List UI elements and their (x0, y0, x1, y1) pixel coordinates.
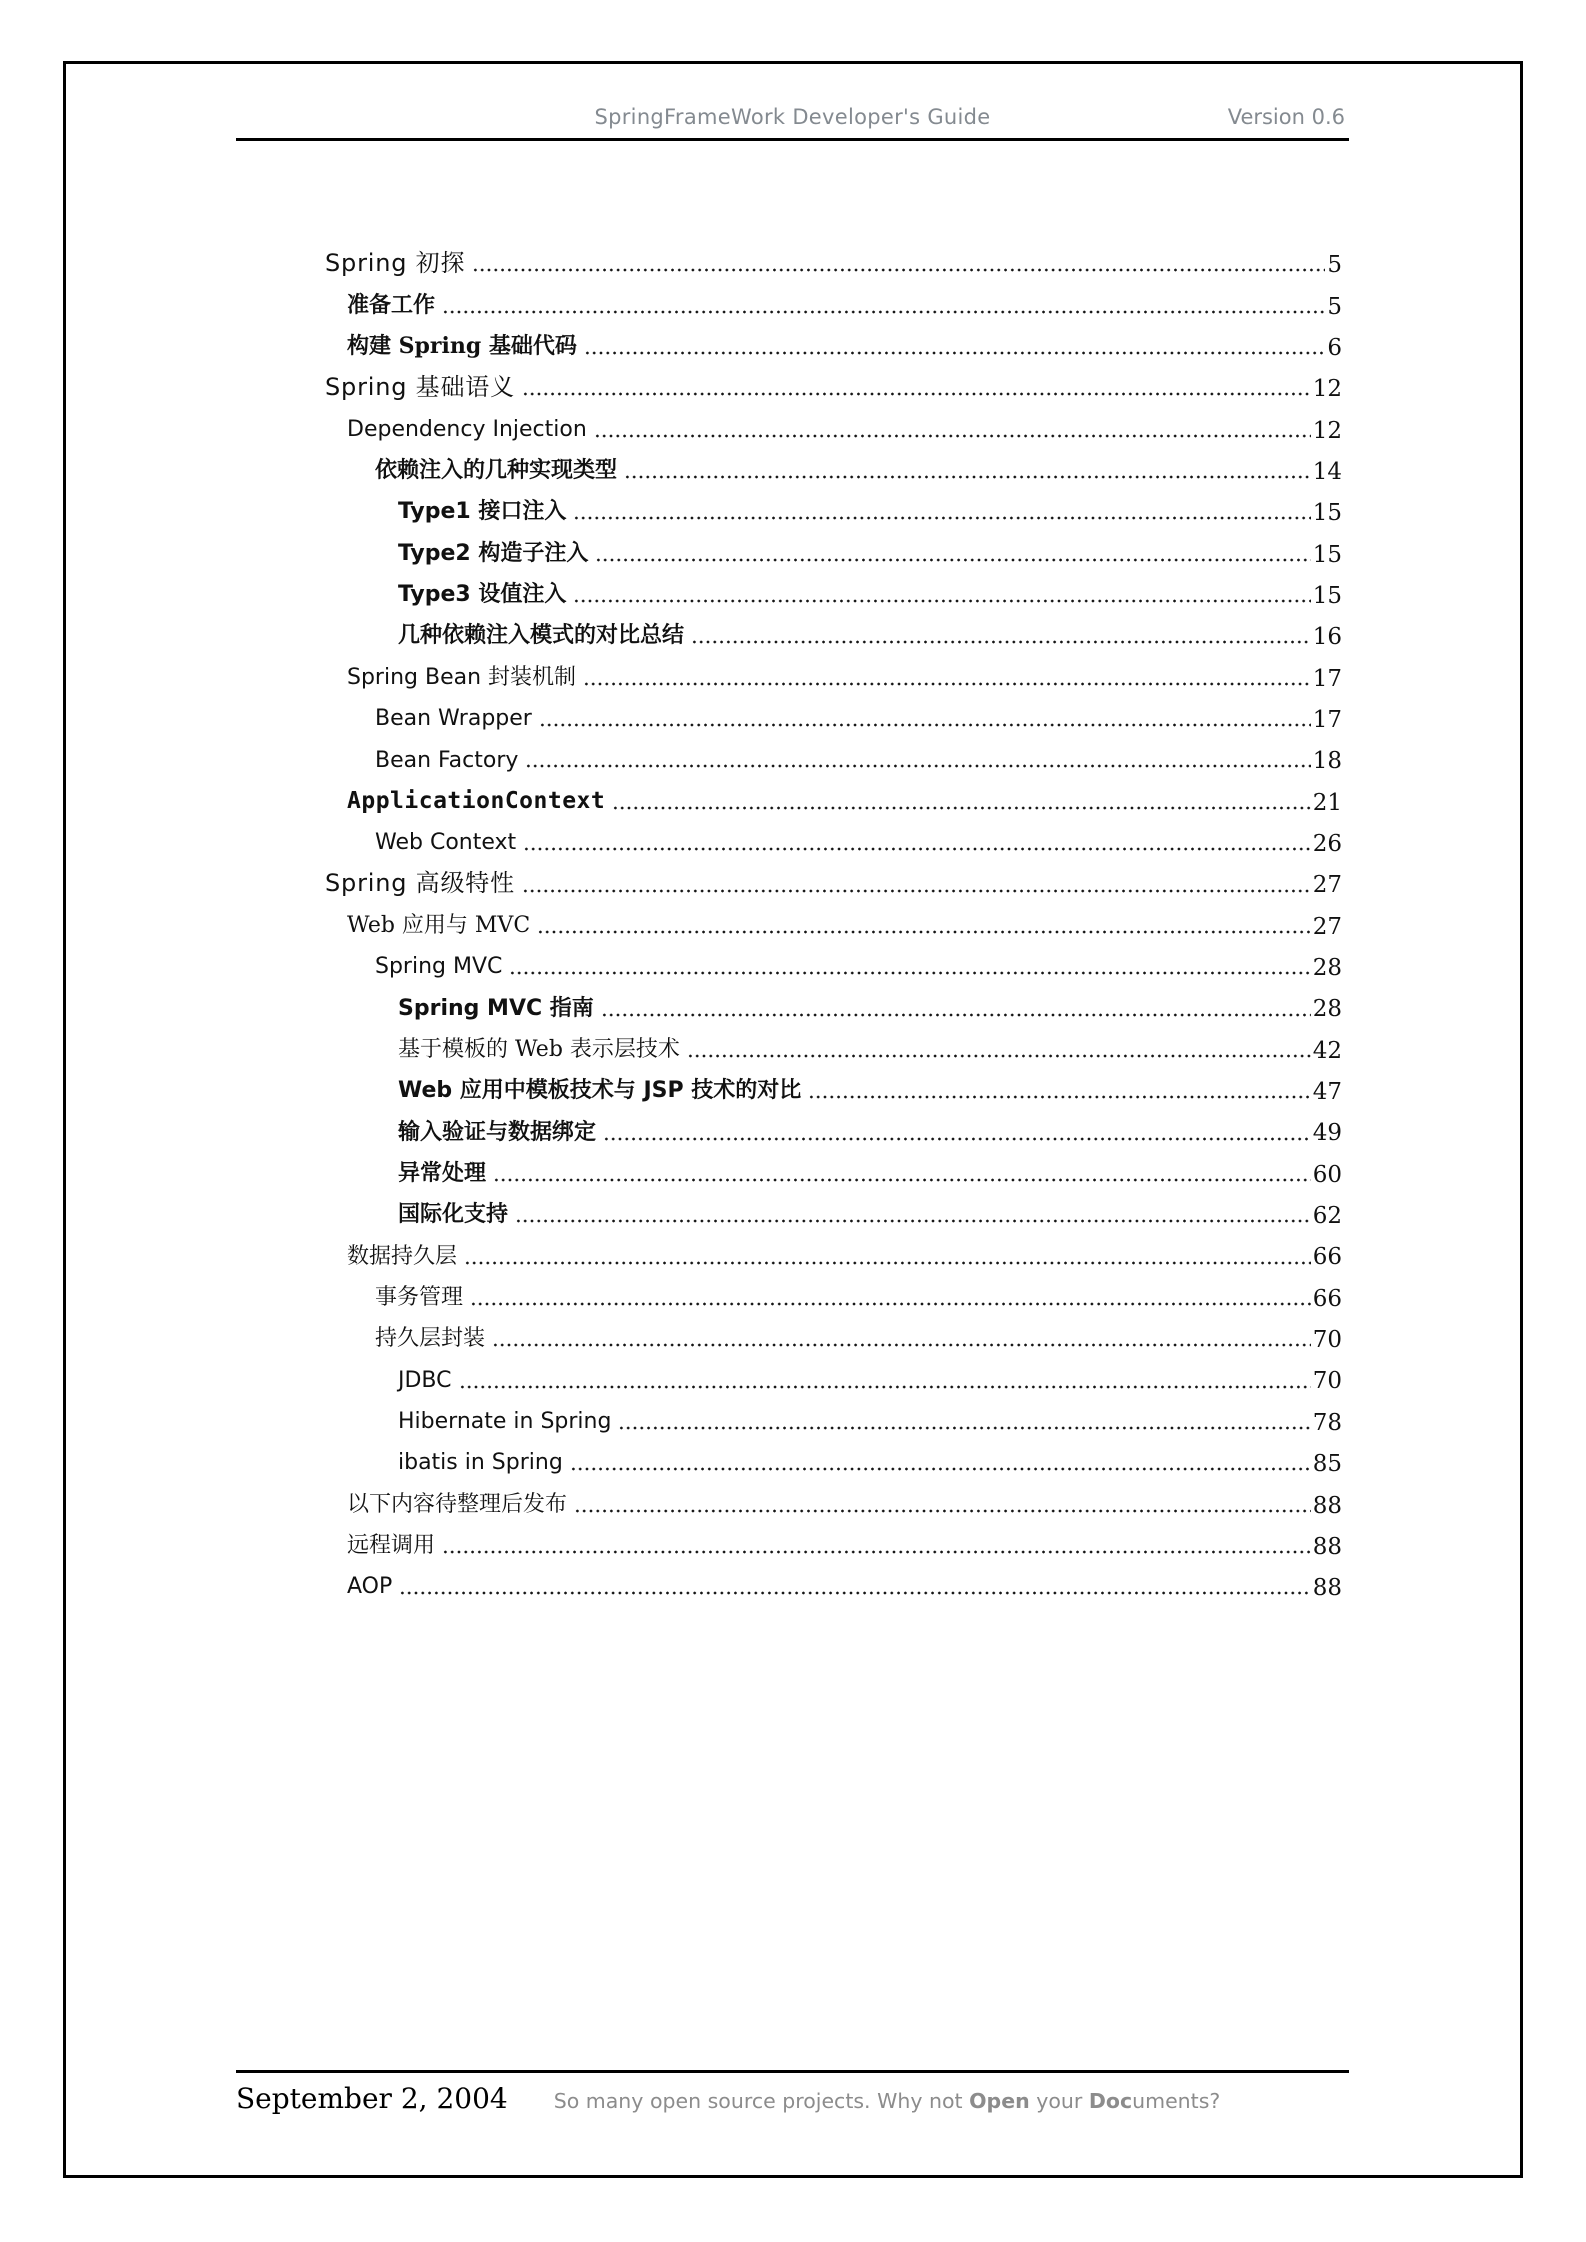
dot-leader (570, 1467, 1311, 1471)
toc-entry-page-number: 60 (1312, 1161, 1342, 1188)
dot-leader (691, 640, 1311, 644)
tagline-bold-segment: Doc (1088, 2089, 1133, 2113)
toc-entry-label: 准备工作 (347, 291, 436, 318)
toc-entry-page-number: 16 (1312, 624, 1342, 651)
toc-entry[interactable] (236, 1438, 1342, 1479)
toc-entry-label: 远程调用 (347, 1533, 436, 1559)
toc-entry[interactable] (236, 611, 1342, 652)
toc-entry-page-number: 17 (1312, 706, 1342, 733)
toc-entry-page-number: 28 (1312, 955, 1342, 982)
toc-entry-page-number: 14 (1312, 458, 1342, 485)
toc-entry[interactable] (236, 859, 1342, 900)
dot-leader (601, 1013, 1311, 1017)
toc-entry-page-number: 47 (1312, 1079, 1342, 1106)
toc-entry-label: Spring Bean 封装机制 (347, 664, 577, 690)
toc-entry[interactable] (236, 528, 1342, 569)
toc-entry-label: 几种依赖注入模式的对比总结 (398, 623, 685, 649)
toc-entry-label: 输入验证与数据绑定 (398, 1119, 597, 1145)
tagline-segment: uments? (1132, 2089, 1221, 2113)
dot-leader (595, 558, 1310, 562)
toc-entry-label: 国际化支持 (398, 1202, 509, 1228)
toc-entry-label: Type2 构造子注入 (398, 540, 589, 566)
dot-leader (573, 599, 1310, 603)
tagline-bold-segment: Open (969, 2089, 1030, 2113)
dot-leader (492, 1343, 1311, 1347)
toc-entry-label: 构建 Spring 基础代码 (347, 333, 577, 360)
toc-entry[interactable] (236, 1066, 1342, 1107)
toc-entry-page-number: 49 (1312, 1120, 1342, 1147)
dot-leader (470, 1302, 1311, 1306)
dot-leader (522, 392, 1311, 396)
dot-leader (459, 1385, 1311, 1389)
dot-leader (594, 434, 1311, 438)
toc-entry[interactable] (236, 1149, 1342, 1190)
toc-entry-page-number: 28 (1312, 996, 1342, 1023)
toc-entry[interactable] (236, 983, 1342, 1024)
page-footer (236, 2070, 1349, 2115)
toc-entry-label: 基于模板的 Web 表示层技术 (398, 1036, 680, 1062)
toc-entry-page-number: 70 (1312, 1368, 1342, 1395)
toc-entry[interactable] (236, 487, 1342, 528)
toc-entry[interactable] (236, 735, 1342, 776)
toc-entry-page-number: 15 (1312, 500, 1342, 527)
toc-entry-page-number: 5 (1327, 293, 1342, 320)
toc-entry-page-number: 88 (1312, 1533, 1342, 1560)
toc-entry-page-number: 62 (1312, 1203, 1342, 1230)
toc-entry[interactable] (236, 1025, 1342, 1066)
toc-entry-page-number: 66 (1312, 1285, 1342, 1312)
tagline-segment: your (1029, 2089, 1089, 2113)
toc-entry-page-number: 12 (1312, 376, 1342, 403)
dot-leader (539, 723, 1311, 727)
toc-entry-label: ApplicationContext (347, 787, 606, 814)
toc-entry[interactable] (236, 818, 1342, 859)
toc-entry-label: Spring 初探 (325, 249, 466, 278)
toc-entry-label: Spring 高级特性 (325, 869, 515, 898)
toc-entry-page-number: 78 (1312, 1409, 1342, 1436)
toc-entry-page-number: 17 (1312, 665, 1342, 692)
dot-leader (442, 1550, 1311, 1554)
toc-entry-page-number: 88 (1312, 1492, 1342, 1519)
toc-entry-page-number: 27 (1312, 913, 1342, 940)
toc-entry[interactable] (236, 404, 1342, 445)
dot-leader (442, 310, 1325, 314)
toc-entry-label: AOP (347, 1574, 393, 1600)
toc-entry-page-number: 15 (1312, 582, 1342, 609)
toc-entry-label: Web Context (375, 830, 517, 856)
toc-entry[interactable] (236, 942, 1342, 983)
toc-entry-page-number: 18 (1312, 748, 1342, 775)
toc-entry[interactable] (236, 694, 1342, 735)
toc-entry-page-number: 85 (1312, 1451, 1342, 1478)
toc-entry-label: Bean Wrapper (375, 706, 532, 732)
toc-entry[interactable] (236, 901, 1342, 942)
toc-entry[interactable] (236, 1355, 1342, 1396)
dot-leader (574, 1509, 1311, 1513)
dot-leader (584, 351, 1325, 355)
toc-entry-page-number: 5 (1327, 252, 1342, 279)
dot-leader (808, 1095, 1310, 1099)
toc-entry-label: 异常处理 (398, 1160, 487, 1186)
toc-entry-page-number: 26 (1312, 831, 1342, 858)
toc-entry-label: JDBC (398, 1367, 452, 1393)
toc-entry[interactable] (236, 1479, 1342, 1520)
toc-entry[interactable] (236, 1521, 1342, 1562)
toc-entry[interactable] (236, 776, 1342, 817)
dot-leader (522, 889, 1311, 893)
toc-entry-page-number: 12 (1312, 417, 1342, 444)
dot-leader (525, 764, 1310, 768)
toc-entry-label: 依赖注入的几种实现类型 (375, 458, 618, 484)
dot-leader (624, 475, 1311, 479)
toc-entry[interactable] (236, 570, 1342, 611)
table-of-contents (236, 239, 1342, 1603)
toc-entry-page-number: 66 (1312, 1244, 1342, 1271)
toc-entry-page-number: 15 (1312, 541, 1342, 568)
toc-entry[interactable] (236, 1107, 1342, 1148)
toc-entry[interactable] (236, 1231, 1342, 1272)
toc-entry[interactable] (236, 1562, 1342, 1603)
toc-entry-label: ibatis in Spring (398, 1450, 563, 1476)
toc-entry-label: 数据持久层 (347, 1243, 458, 1269)
toc-entry[interactable] (236, 1190, 1342, 1231)
toc-entry-label: Type3 设值注入 (398, 582, 567, 608)
toc-entry[interactable] (236, 1273, 1342, 1314)
dot-leader (515, 1219, 1311, 1223)
toc-entry-page-number: 88 (1312, 1575, 1342, 1602)
dot-leader (603, 1137, 1311, 1141)
toc-entry[interactable] (236, 446, 1342, 487)
document-title: SpringFrameWork Developer's Guide (594, 105, 991, 129)
toc-entry[interactable] (236, 1397, 1342, 1438)
tagline-segment: So many open source projects. Why not (553, 2089, 970, 2113)
toc-entry-label: Spring 基础语义 (325, 373, 515, 402)
toc-entry[interactable] (236, 239, 1342, 280)
footer-date: September 2, 2004 (236, 2082, 508, 2115)
toc-entry-label: Hibernate in Spring (398, 1409, 612, 1435)
toc-entry-label: Spring MVC (375, 954, 503, 980)
toc-entry-page-number: 42 (1312, 1037, 1342, 1064)
toc-entry[interactable] (236, 280, 1342, 321)
toc-entry[interactable] (236, 322, 1342, 363)
toc-entry-page-number: 70 (1312, 1327, 1342, 1354)
toc-entry-label: Dependency Injection (347, 416, 587, 442)
toc-entry-page-number: 21 (1312, 789, 1342, 816)
toc-entry[interactable] (236, 363, 1342, 404)
dot-leader (687, 1054, 1311, 1058)
document-version: Version 0.6 (1227, 105, 1345, 129)
dot-leader (583, 682, 1311, 686)
toc-entry-label: Type1 接口注入 (398, 499, 567, 525)
footer-tagline (554, 2089, 1221, 2113)
toc-entry-label: Bean Factory (375, 747, 519, 773)
dot-leader (472, 268, 1325, 272)
dot-leader (493, 1178, 1311, 1182)
dot-leader (612, 806, 1310, 810)
toc-entry-page-number: 6 (1327, 334, 1342, 361)
dot-leader (537, 930, 1311, 934)
toc-entry[interactable] (236, 1314, 1342, 1355)
dot-leader (464, 1261, 1311, 1265)
toc-entry-label: 以下内容待整理后发布 (347, 1491, 568, 1517)
toc-entry-label: 持久层封装 (375, 1326, 486, 1352)
toc-entry[interactable] (236, 652, 1342, 693)
toc-entry-page-number: 27 (1312, 872, 1342, 899)
document-page (63, 61, 1523, 2178)
dot-leader (399, 1591, 1310, 1595)
dot-leader (573, 516, 1310, 520)
dot-leader (523, 847, 1311, 851)
toc-entry-label: Web 应用中模板技术与 JSP 技术的对比 (398, 1078, 802, 1104)
page-header (236, 94, 1349, 141)
dot-leader (509, 971, 1310, 975)
toc-entry-label: Spring MVC 指南 (398, 995, 594, 1021)
dot-leader (618, 1426, 1310, 1430)
toc-entry-label: Web 应用与 MVC (347, 912, 531, 938)
toc-entry-label: 事务管理 (375, 1284, 464, 1310)
